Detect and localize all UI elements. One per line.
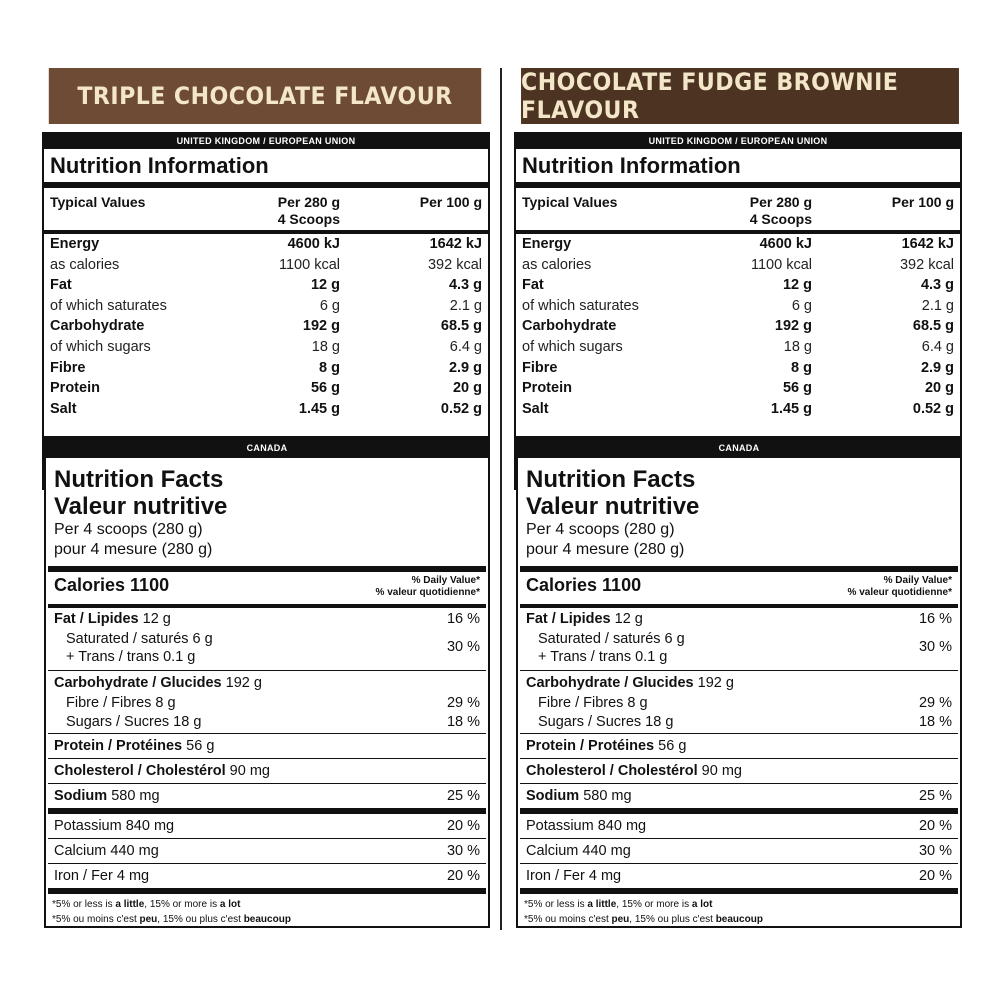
header-typical-values: Typical Values bbox=[50, 194, 146, 210]
trans-row: + Trans / trans 0.1 g 30 % bbox=[66, 639, 480, 665]
calcium-row: Calcium 440 mg 30 % bbox=[54, 843, 480, 859]
uk-per-100g: 2.9 g bbox=[448, 359, 482, 376]
uk-nutrient-name: Protein bbox=[50, 380, 100, 397]
uk-nutrient-name: Energy bbox=[522, 236, 572, 252]
sugars-row: Sugars / Sucres 18 g 18 % bbox=[538, 714, 952, 730]
uk-nutrient-name: Carbohydrate bbox=[522, 318, 617, 335]
uk-per-serving: 56 g bbox=[782, 380, 812, 397]
sodium-row: Sodium 580 mg 25 % bbox=[54, 788, 480, 804]
uk-per-serving: 12 g bbox=[782, 277, 812, 294]
uk-row bbox=[44, 275, 488, 296]
serving-size: Per 4 scoops (280 g) pour 4 mesure (280 g) bbox=[526, 521, 685, 558]
uk-per-serving: 192 g bbox=[774, 318, 812, 335]
header-per-serving: Per 280 g 4 Scoops bbox=[749, 194, 812, 227]
region-label: CANADA bbox=[518, 438, 960, 458]
calories-label: Calories 1100 bbox=[54, 575, 170, 595]
uk-per-100g: 0.52 g bbox=[440, 400, 482, 417]
uk-per-100g: 0.52 g bbox=[912, 400, 954, 417]
uk-nutrient-name: Protein bbox=[522, 380, 572, 397]
uk-per-100g: 6.4 g bbox=[921, 338, 954, 355]
uk-row bbox=[44, 337, 488, 358]
sugars-row: Sugars / Sucres 18 g 18 % bbox=[66, 714, 480, 730]
protein-row: Protein / Protéines 56 g bbox=[526, 738, 687, 754]
uk-per-100g: 1642 kJ bbox=[429, 236, 482, 252]
uk-per-serving: 8 g bbox=[319, 359, 340, 376]
uk-per-100g: 20 g bbox=[452, 380, 482, 397]
serving-size: Per 4 scoops (280 g) pour 4 mesure (280 g) bbox=[54, 521, 213, 558]
protein-row: Protein / Protéines 56 g bbox=[54, 738, 215, 754]
uk-nutrient-name: Fat bbox=[522, 277, 544, 294]
uk-per-serving: 1.45 g bbox=[770, 400, 812, 417]
uk-per-100g: 6.4 g bbox=[449, 338, 482, 355]
uk-per-serving: 4600 kJ bbox=[287, 236, 340, 252]
uk-per-100g: 68.5 g bbox=[912, 318, 954, 335]
uk-per-100g: 392 kcal bbox=[899, 256, 954, 273]
uk-nutrient-name: as calories bbox=[50, 256, 120, 273]
potassium-row: Potassium 840 mg 20 % bbox=[54, 818, 480, 834]
uk-per-100g: 2.1 g bbox=[921, 297, 954, 314]
calories-row bbox=[46, 572, 488, 604]
sodium-row: Sodium 580 mg 25 % bbox=[526, 788, 952, 804]
uk-row bbox=[516, 399, 960, 420]
header-typical-values: Typical Values bbox=[522, 194, 618, 210]
cholesterol-row: Cholesterol / Cholestérol 90 mg bbox=[54, 763, 270, 779]
uk-column-headers bbox=[516, 188, 960, 234]
flavour-banner: TRIPLE CHOCOLATE FLAVOUR bbox=[49, 68, 481, 124]
header-per-serving: Per 280 g 4 Scoops bbox=[277, 194, 340, 227]
uk-per-100g: 4.3 g bbox=[920, 277, 954, 294]
uk-per-serving: 1.45 g bbox=[298, 400, 340, 417]
uk-panel-title: Nutrition Information bbox=[44, 149, 488, 188]
saturated-row: Saturated / saturés 6 g bbox=[538, 631, 685, 647]
iron-row: Iron / Fer 4 mg 20 % bbox=[526, 868, 952, 884]
daily-value-header: % Daily Value* % valeur quotidienne* bbox=[375, 575, 480, 598]
uk-row bbox=[516, 316, 960, 337]
daily-value-footnote: *5% or less is a little, 15% or more is a lot *5% ou moins c'est peu, 15% ou plus c'est beaucoup bbox=[524, 899, 763, 925]
header-per-100g: Per 100 g bbox=[891, 194, 954, 210]
uk-per-serving: 18 g bbox=[783, 338, 812, 355]
uk-nutrient-name: Fat bbox=[50, 277, 72, 294]
uk-per-serving: 192 g bbox=[302, 318, 340, 335]
uk-nutrient-name: of which saturates bbox=[50, 297, 167, 314]
iron-row: Iron / Fer 4 mg 20 % bbox=[54, 868, 480, 884]
flavour-banner: CHOCOLATE FUDGE BROWNIE FLAVOUR bbox=[521, 68, 959, 124]
uk-row bbox=[44, 378, 488, 399]
nutrition-facts-title: Nutrition Facts Valeur nutritive bbox=[54, 466, 228, 520]
uk-nutrient-name: Salt bbox=[50, 400, 77, 417]
uk-nutrient-name: of which sugars bbox=[522, 338, 623, 355]
uk-row bbox=[516, 296, 960, 317]
uk-row bbox=[516, 378, 960, 399]
uk-per-100g: 2.9 g bbox=[920, 359, 954, 376]
uk-nutrient-name: as calories bbox=[522, 256, 592, 273]
uk-per-serving: 6 g bbox=[791, 297, 812, 314]
trans-row: + Trans / trans 0.1 g 30 % bbox=[538, 639, 952, 665]
uk-nutrient-name: Fibre bbox=[522, 359, 558, 376]
uk-per-serving: 4600 kJ bbox=[759, 236, 812, 252]
uk-per-100g: 20 g bbox=[924, 380, 954, 397]
uk-row bbox=[516, 358, 960, 379]
uk-panel-title: Nutrition Information bbox=[516, 149, 960, 188]
fat-row: Fat / Lipides 12 g 16 % bbox=[526, 611, 952, 627]
calcium-row: Calcium 440 mg 30 % bbox=[526, 843, 952, 859]
uk-nutrient-name: Carbohydrate bbox=[50, 318, 145, 335]
uk-row bbox=[516, 255, 960, 276]
uk-row bbox=[516, 275, 960, 296]
potassium-row: Potassium 840 mg 20 % bbox=[526, 818, 952, 834]
uk-nutrient-name: Energy bbox=[50, 236, 100, 252]
daily-value-footnote: *5% or less is a little, 15% or more is a lot *5% ou moins c'est peu, 15% ou plus c'est beaucoup bbox=[52, 899, 291, 925]
carbohydrate-row: Carbohydrate / Glucides 192 g bbox=[526, 675, 734, 691]
uk-nutrient-name: Fibre bbox=[50, 359, 86, 376]
uk-row bbox=[44, 234, 488, 255]
canada-nutrition-panel bbox=[44, 436, 490, 928]
saturated-row: Saturated / saturés 6 g bbox=[66, 631, 213, 647]
uk-per-100g: 68.5 g bbox=[440, 318, 482, 335]
nutrition-facts-title: Nutrition Facts Valeur nutritive bbox=[526, 466, 700, 520]
uk-nutrient-name: of which saturates bbox=[522, 297, 639, 314]
uk-per-100g: 4.3 g bbox=[448, 277, 482, 294]
uk-row bbox=[516, 234, 960, 255]
calories-label: Calories 1100 bbox=[526, 575, 642, 595]
daily-value-header: % Daily Value* % valeur quotidienne* bbox=[847, 575, 952, 598]
uk-per-serving: 12 g bbox=[310, 277, 340, 294]
region-label: UNITED KINGDOM / EUROPEAN UNION bbox=[44, 134, 488, 149]
uk-per-100g: 1642 kJ bbox=[901, 236, 954, 252]
header-per-100g: Per 100 g bbox=[419, 194, 482, 210]
fat-row: Fat / Lipides 12 g 16 % bbox=[54, 611, 480, 627]
uk-per-serving: 1100 kcal bbox=[751, 256, 812, 273]
uk-per-serving: 18 g bbox=[311, 338, 340, 355]
region-label: CANADA bbox=[46, 438, 488, 458]
uk-per-serving: 6 g bbox=[319, 297, 340, 314]
fibre-row: Fibre / Fibres 8 g 29 % bbox=[66, 695, 480, 711]
uk-per-serving: 8 g bbox=[791, 359, 812, 376]
uk-per-100g: 392 kcal bbox=[427, 256, 482, 273]
product-column-right bbox=[502, 68, 978, 930]
uk-row bbox=[44, 316, 488, 337]
product-column-left bbox=[30, 68, 502, 930]
uk-nutrient-name: Salt bbox=[522, 400, 549, 417]
uk-row bbox=[44, 358, 488, 379]
uk-column-headers bbox=[44, 188, 488, 234]
cholesterol-row: Cholesterol / Cholestérol 90 mg bbox=[526, 763, 742, 779]
uk-row bbox=[516, 337, 960, 358]
canada-nutrition-panel bbox=[516, 436, 962, 928]
uk-per-serving: 56 g bbox=[310, 380, 340, 397]
fibre-row: Fibre / Fibres 8 g 29 % bbox=[538, 695, 952, 711]
uk-per-serving: 1100 kcal bbox=[279, 256, 340, 273]
carbohydrate-row: Carbohydrate / Glucides 192 g bbox=[54, 675, 262, 691]
region-label: UNITED KINGDOM / EUROPEAN UNION bbox=[516, 134, 960, 149]
uk-row bbox=[44, 296, 488, 317]
uk-nutrient-name: of which sugars bbox=[50, 338, 151, 355]
uk-per-100g: 2.1 g bbox=[449, 297, 482, 314]
calories-row bbox=[518, 572, 960, 604]
uk-row bbox=[44, 399, 488, 420]
uk-row bbox=[44, 255, 488, 276]
